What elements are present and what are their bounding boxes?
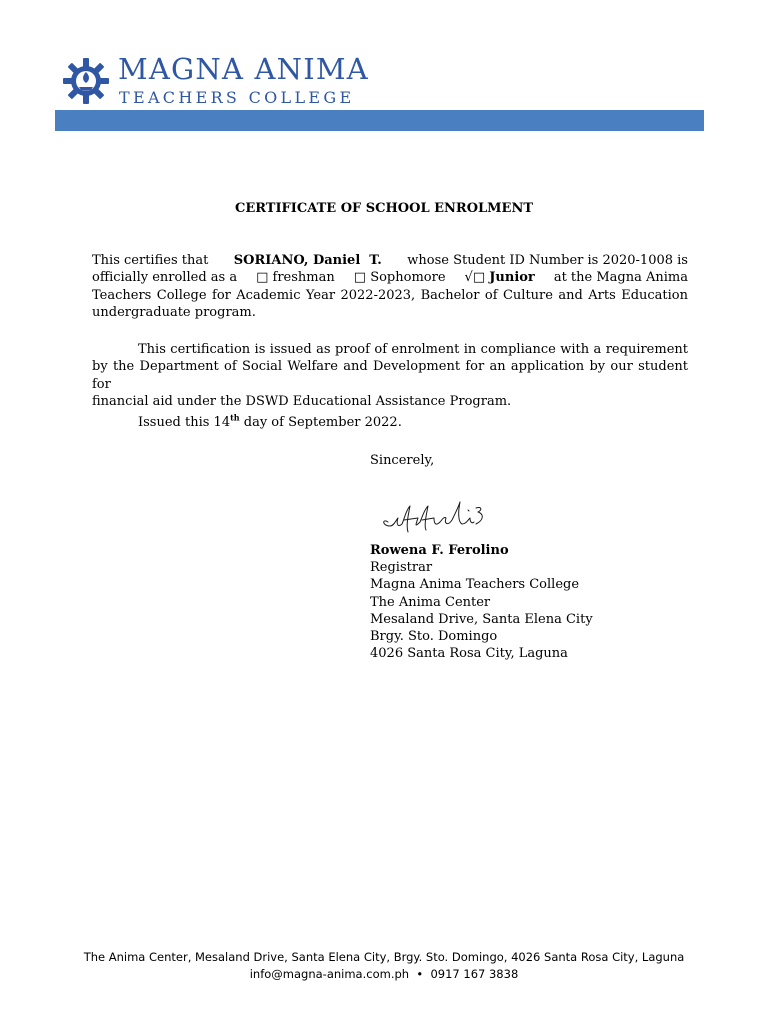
signer-address-line: The Anima Center — [370, 594, 491, 610]
footer-address: The Anima Center, Mesaland Drive, Santa Elena City, Brgy. Sto. Domingo, 4026 Santa Rosa City, Laguna — [83, 950, 685, 964]
closing-salutation: Sincerely, — [370, 453, 435, 468]
para2-line3: financial aid under the DSWD Educational Assistance Program. — [92, 393, 512, 409]
option-sophomore: □ Sophomore — [353, 270, 446, 286]
option-junior-label: Junior — [489, 270, 535, 286]
enrolled-as-text: officially enrolled as a — [92, 270, 238, 286]
lead-text: This certifies that — [92, 253, 209, 268]
certificate-title: CERTIFICATE OF SCHOOL ENROLMENT — [234, 201, 534, 216]
para2-line2: by the Department of Social Welfare and Development for an application by our student for — [92, 359, 688, 392]
student-name: SORIANO, Daniel T. — [233, 253, 382, 268]
student-id-text: whose Student ID Number is 2020-1008 is — [407, 253, 688, 268]
signer-name: Rowena F. Ferolino — [370, 543, 509, 558]
checked-box-icon: √□ — [464, 270, 486, 286]
at-college-text: at the Magna Anima — [553, 270, 688, 286]
para1-line1 — [92, 252, 688, 269]
footer-contact: info@magna-anima.com.ph • 0917 167 3838 — [249, 967, 519, 981]
issue-date-prefix: Issued this 14 — [138, 415, 231, 430]
college-emblem-icon — [60, 55, 112, 107]
header-bar — [55, 110, 704, 131]
signer-address-line: 4026 Santa Rosa City, Laguna — [370, 646, 568, 662]
college-subtitle: TEACHERS COLLEGE — [119, 88, 355, 107]
signer-address-line: Brgy. Sto. Domingo — [370, 629, 498, 645]
enrolment-paragraph — [92, 252, 688, 321]
para2-line1: This certification is issued as proof of enrolment in compliance with a requirement — [138, 342, 688, 357]
para1-line3: Teachers College for Academic Year 2022-2023, Bachelor of Culture and Arts Education — [92, 287, 688, 303]
purpose-paragraph — [92, 341, 688, 410]
signer-address-line: Mesaland Drive, Santa Elena City — [370, 611, 593, 627]
issue-date-ordinal: th — [230, 412, 240, 423]
issue-date-rest: day of September 2022. — [239, 415, 402, 430]
signer-institution: Magna Anima Teachers College — [370, 577, 580, 593]
para1-line2 — [92, 269, 688, 286]
footer — [0, 949, 768, 983]
college-name: MAGNA ANIMA — [118, 52, 369, 86]
signer-position: Registrar — [370, 560, 433, 576]
signer-block — [370, 542, 593, 662]
handwritten-signature — [378, 496, 488, 536]
option-freshman: □ freshman — [256, 270, 335, 286]
option-junior — [465, 269, 535, 286]
para1-line4: undergraduate program. — [92, 304, 256, 320]
issue-date-paragraph — [138, 414, 402, 431]
